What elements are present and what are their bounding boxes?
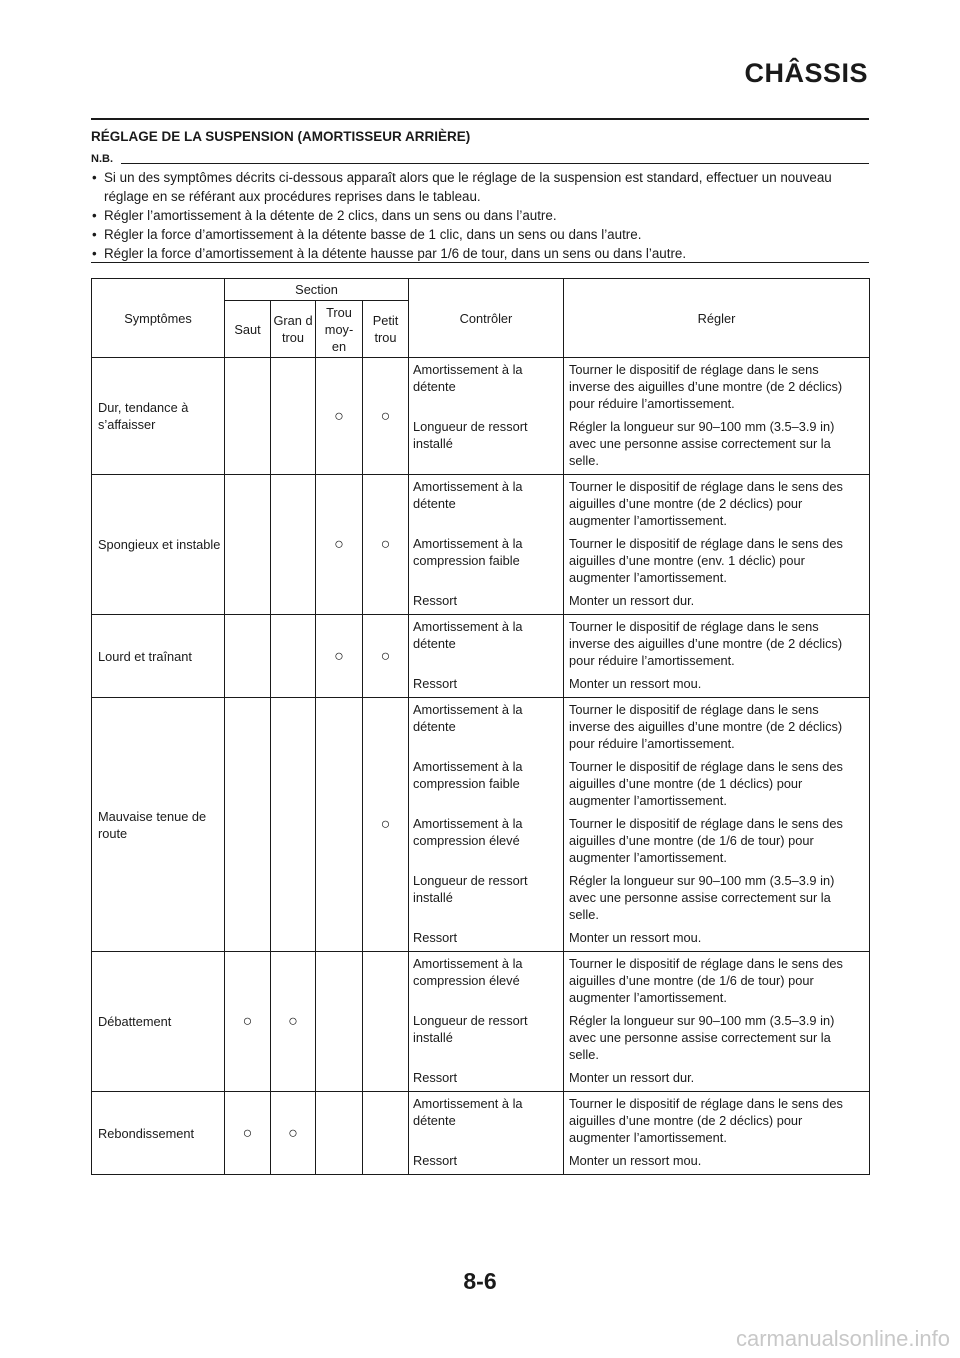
mark-petit-trou: ○ bbox=[363, 615, 409, 698]
mark-saut: ○ bbox=[225, 1092, 271, 1175]
adjust-cell bbox=[564, 615, 870, 698]
adjust-cell bbox=[564, 698, 870, 952]
mark-saut bbox=[225, 615, 271, 698]
adjust-item: Monter un ressort mou. bbox=[569, 930, 702, 945]
mark-grand-trou bbox=[271, 615, 316, 698]
table-row bbox=[92, 952, 870, 1092]
note-item bbox=[91, 244, 871, 263]
mark-trou-moyen bbox=[316, 698, 363, 952]
adjust-item: Tourner le dispositif de réglage dans le sens des aiguilles d’une montre (de 1/6 de tour) pour augmenter l’amortissement. bbox=[569, 816, 843, 865]
header-petit-trou: Petit trou bbox=[363, 301, 409, 358]
mark-saut bbox=[225, 698, 271, 952]
control-item: Amortissement à la compression élevé bbox=[413, 956, 523, 988]
adjust-item: Tourner le dispositif de réglage dans le sens des aiguilles d’une montre (de 2 déclics) pour augmenter l’amortissement. bbox=[569, 1096, 843, 1145]
bullet-icon: • bbox=[92, 208, 97, 223]
control-item: Amortissement à la compression faible bbox=[413, 759, 523, 791]
mark-saut: ○ bbox=[225, 952, 271, 1092]
header-saut: Saut bbox=[225, 301, 271, 358]
control-cell bbox=[409, 1092, 564, 1175]
symptom-cell: Mauvaise tenue de route bbox=[92, 698, 225, 952]
control-item: Ressort bbox=[413, 676, 458, 691]
mark-trou-moyen: ○ bbox=[316, 615, 363, 698]
note-item-text: Régler la force d’amortissement à la détente hausse par 1/6 de tour, dans un sens ou dans l’autre. bbox=[104, 246, 687, 261]
note-list bbox=[91, 168, 871, 263]
adjust-item: Tourner le dispositif de réglage dans le sens inverse des aiguilles d’une montre (de 2 déclics) pour réduire l’amortissement. bbox=[569, 619, 843, 668]
control-item: Amortissement à la détente bbox=[413, 479, 523, 511]
adjust-item: Tourner le dispositif de réglage dans le sens des aiguilles d’une montre (de 1/6 de tour) pour augmenter l’amortissement. bbox=[569, 956, 843, 1005]
note-item bbox=[91, 206, 871, 225]
control-cell bbox=[409, 475, 564, 615]
mark-trou-moyen: ○ bbox=[316, 358, 363, 475]
adjust-item: Monter un ressort dur. bbox=[569, 1070, 695, 1085]
header-trou-moyen: Trou moy- en bbox=[316, 301, 363, 358]
mark-petit-trou bbox=[363, 1092, 409, 1175]
control-item: Ressort bbox=[413, 593, 458, 608]
table-row bbox=[92, 1092, 870, 1175]
control-item: Amortissement à la détente bbox=[413, 1096, 523, 1128]
control-item: Ressort bbox=[413, 930, 458, 945]
mark-saut bbox=[225, 475, 271, 615]
adjust-item: Tourner le dispositif de réglage dans le sens des aiguilles d’une montre (env. 1 déclic) pour augmenter l’amortissement. bbox=[569, 536, 843, 585]
control-item: Amortissement à la compression faible bbox=[413, 536, 523, 568]
note-item bbox=[91, 168, 871, 206]
note-label: N.B. bbox=[91, 153, 121, 165]
adjust-cell bbox=[564, 1092, 870, 1175]
mark-trou-moyen bbox=[316, 1092, 363, 1175]
adjust-item: Monter un ressort dur. bbox=[569, 593, 695, 608]
control-cell bbox=[409, 698, 564, 952]
adjust-item: Tourner le dispositif de réglage dans le sens inverse des aiguilles d’une montre (de 2 déclics) pour réduire l’amortissement. bbox=[569, 702, 843, 751]
mark-grand-trou bbox=[271, 475, 316, 615]
symptom-cell: Débattement bbox=[92, 952, 225, 1092]
adjust-item: Monter un ressort mou. bbox=[569, 676, 702, 691]
page-title: CHÂSSIS bbox=[744, 58, 868, 88]
control-item: Amortissement à la compression élevé bbox=[413, 816, 523, 848]
mark-trou-moyen: ○ bbox=[316, 475, 363, 615]
note-rule bbox=[121, 163, 869, 164]
control-item: Amortissement à la détente bbox=[413, 619, 523, 651]
table-row bbox=[92, 698, 870, 952]
note-item-text: Si un des symptômes décrits ci-dessous apparaît alors que le réglage de la suspension est standard, effectuer un nouveau réglage en se référant aux procédures reprises dans le tableau. bbox=[104, 170, 832, 204]
symptom-cell: Spongieux et instable bbox=[92, 475, 225, 615]
adjust-item: Tourner le dispositif de réglage dans le sens des aiguilles d’une montre (de 2 déclics) pour augmenter l’amortissement. bbox=[569, 479, 843, 528]
control-item: Ressort bbox=[413, 1070, 458, 1085]
adjust-item: Tourner le dispositif de réglage dans le sens des aiguilles d’une montre (de 1 déclics) pour augmenter l’amortissement. bbox=[569, 759, 843, 808]
adjust-item: Régler la longueur sur 90–100 mm (3.5–3.9 in) avec une personne assise correctement sur la selle. bbox=[569, 419, 835, 468]
watermark: carmanualsonline.info bbox=[735, 1326, 950, 1351]
bullet-icon: • bbox=[92, 227, 97, 242]
control-item: Longueur de ressort installé bbox=[413, 1013, 528, 1045]
title-rule bbox=[91, 118, 869, 120]
mark-grand-trou: ○ bbox=[271, 1092, 316, 1175]
mark-saut bbox=[225, 358, 271, 475]
mark-grand-trou bbox=[271, 698, 316, 952]
note-item-text: Régler l’amortissement à la détente de 2 clics, dans un sens ou dans l’autre. bbox=[104, 208, 557, 223]
note-bottom-rule bbox=[91, 262, 869, 263]
header-section: Section bbox=[225, 279, 409, 301]
note-item bbox=[91, 225, 871, 244]
bullet-icon: • bbox=[92, 246, 97, 261]
mark-grand-trou: ○ bbox=[271, 952, 316, 1092]
table-row bbox=[92, 475, 870, 615]
page-number: 8-6 bbox=[463, 1268, 497, 1294]
mark-petit-trou: ○ bbox=[363, 358, 409, 475]
table-row bbox=[92, 358, 870, 475]
control-item: Amortissement à la détente bbox=[413, 362, 523, 394]
header-grand-trou: Gran d trou bbox=[271, 301, 316, 358]
mark-grand-trou bbox=[271, 358, 316, 475]
control-cell bbox=[409, 358, 564, 475]
adjust-cell bbox=[564, 475, 870, 615]
control-item: Longueur de ressort installé bbox=[413, 419, 528, 451]
control-cell bbox=[409, 615, 564, 698]
mark-petit-trou: ○ bbox=[363, 475, 409, 615]
symptom-cell: Rebondissement bbox=[92, 1092, 225, 1175]
suspension-table bbox=[91, 278, 870, 1175]
adjust-cell bbox=[564, 358, 870, 475]
symptom-cell: Lourd et traînant bbox=[92, 615, 225, 698]
adjust-item: Monter un ressort mou. bbox=[569, 1153, 702, 1168]
table-row bbox=[92, 615, 870, 698]
control-item: Longueur de ressort installé bbox=[413, 873, 528, 905]
header-controler: Contrôler bbox=[409, 279, 564, 358]
control-cell bbox=[409, 952, 564, 1092]
note-header bbox=[91, 153, 869, 167]
adjust-item: Tourner le dispositif de réglage dans le sens inverse des aiguilles d’une montre (de 2 déclics) pour réduire l’amortissement. bbox=[569, 362, 843, 411]
control-item: Amortissement à la détente bbox=[413, 702, 523, 734]
mark-petit-trou bbox=[363, 952, 409, 1092]
adjust-item: Régler la longueur sur 90–100 mm (3.5–3.9 in) avec une personne assise correctement sur la selle. bbox=[569, 873, 835, 922]
note-item-text: Régler la force d’amortissement à la détente basse de 1 clic, dans un sens ou dans l’autre. bbox=[104, 227, 642, 242]
section-heading: RÉGLAGE DE LA SUSPENSION (AMORTISSEUR ARRIÈRE) bbox=[91, 129, 471, 144]
mark-petit-trou: ○ bbox=[363, 698, 409, 952]
header-symptoms: Symptômes bbox=[92, 279, 225, 358]
mark-trou-moyen bbox=[316, 952, 363, 1092]
bullet-icon: • bbox=[92, 170, 97, 185]
adjust-cell bbox=[564, 952, 870, 1092]
control-item: Ressort bbox=[413, 1153, 458, 1168]
adjust-item: Régler la longueur sur 90–100 mm (3.5–3.9 in) avec une personne assise correctement sur la selle. bbox=[569, 1013, 835, 1062]
header-regler: Régler bbox=[564, 279, 870, 358]
symptom-cell: Dur, tendance à s’affaisser bbox=[92, 358, 225, 475]
